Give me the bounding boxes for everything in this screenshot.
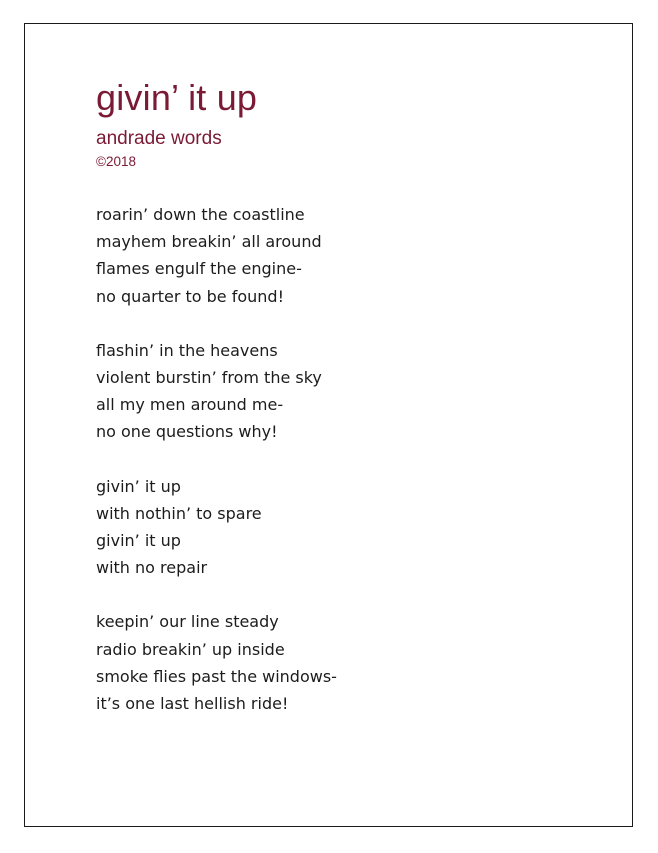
- copyright-notice: ©2018: [96, 154, 136, 169]
- poem-line: keepin’ our line steady: [96, 612, 279, 632]
- poem-line: radio breakin’ up inside: [96, 639, 285, 659]
- poem-line: givin’ it up: [96, 531, 181, 551]
- document-page: [24, 23, 633, 827]
- poem-line: violent burstin’ from the sky: [96, 368, 322, 388]
- poem-line: with nothin’ to spare: [96, 503, 262, 523]
- poem-line: smoke flies past the windows-: [96, 666, 337, 686]
- poem-line: it’s one last hellish ride!: [96, 694, 289, 714]
- poem-line: flames engulf the engine-: [96, 259, 302, 279]
- stanza-2: [96, 337, 576, 446]
- poem-line: no one questions why!: [96, 422, 278, 442]
- poem-content: [96, 76, 576, 744]
- poem-line: all my men around me-: [96, 395, 284, 415]
- poem-line: mayhem breakin’ all around: [96, 232, 322, 252]
- poem-line: no quarter to be found!: [96, 286, 284, 306]
- poem-line: roarin’ down the coastline: [96, 205, 305, 224]
- poem-body: [96, 201, 576, 717]
- author-name: andrade words: [96, 128, 222, 149]
- stanza-4: [96, 608, 576, 717]
- poem-title: givin’ it up: [96, 77, 258, 118]
- poem-line: givin’ it up: [96, 476, 181, 496]
- stanza-3: [96, 473, 576, 582]
- poem-line: flashin’ in the heavens: [96, 340, 278, 360]
- stanza-1: [96, 201, 576, 310]
- poem-line: with no repair: [96, 558, 208, 578]
